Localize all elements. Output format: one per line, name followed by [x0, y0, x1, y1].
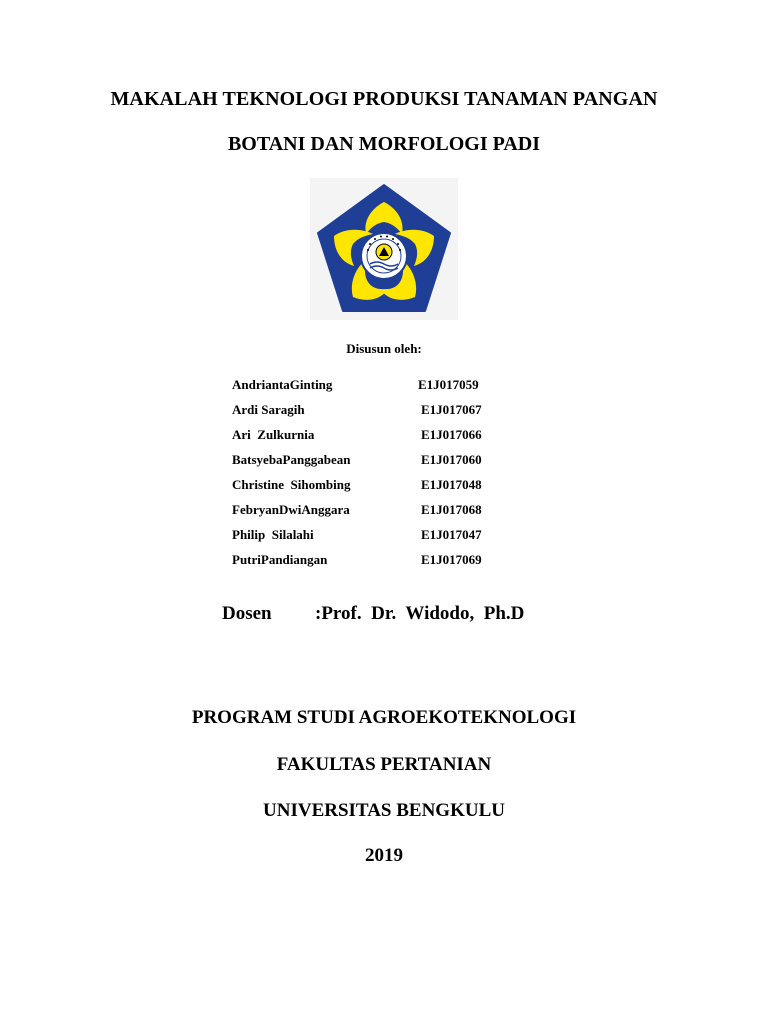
- lecturer-label: Dosen: [222, 603, 272, 624]
- faculty-name: FAKULTAS PERTANIAN: [276, 754, 492, 775]
- member-name: Ari Zulkurnia: [232, 427, 315, 442]
- member-row: [232, 502, 552, 527]
- member-row: [232, 552, 552, 577]
- member-name: BatsyebaPanggabean: [232, 452, 351, 467]
- member-nim: E1J017060: [421, 452, 482, 467]
- lecturer-value: :Prof. Dr. Widodo, Ph.D: [315, 603, 525, 624]
- university-name: UNIVERSITAS BENGKULU: [263, 800, 505, 821]
- document-title: MAKALAH TEKNOLOGI PRODUKSI TANAMAN PANGAN: [110, 88, 658, 110]
- member-nim: E1J017048: [421, 477, 482, 492]
- member-row: [232, 377, 552, 402]
- member-nim: E1J017069: [421, 552, 482, 567]
- member-row: [232, 402, 552, 427]
- program-name: PROGRAM STUDI AGROEKOTEKNOLOGI: [191, 707, 577, 728]
- member-name: Ardi Saragih: [232, 402, 305, 417]
- member-name: PutriPandiangan: [232, 552, 328, 567]
- member-row: [232, 527, 552, 552]
- university-crest-icon: [310, 178, 458, 320]
- member-nim: E1J017068: [421, 502, 482, 517]
- document-year: 2019: [365, 845, 403, 866]
- member-name: Philip Silalahi: [232, 527, 314, 542]
- member-row: [232, 477, 552, 502]
- member-nim: E1J017066: [421, 427, 482, 442]
- document-subtitle: BOTANI DAN MORFOLOGI PADI: [227, 133, 541, 155]
- member-name: AndriantaGinting: [232, 377, 333, 392]
- member-name: Christine Sihombing: [232, 477, 351, 492]
- member-list: [232, 377, 552, 577]
- member-nim: E1J017047: [421, 527, 482, 542]
- member-row: [232, 427, 552, 452]
- member-nim: E1J017067: [421, 402, 482, 417]
- member-name: FebryanDwiAnggara: [232, 502, 350, 517]
- member-row: [232, 452, 552, 477]
- member-nim: E1J017059: [418, 377, 479, 392]
- prepared-by-label: Disusun oleh:: [346, 341, 422, 356]
- university-logo: [310, 178, 458, 320]
